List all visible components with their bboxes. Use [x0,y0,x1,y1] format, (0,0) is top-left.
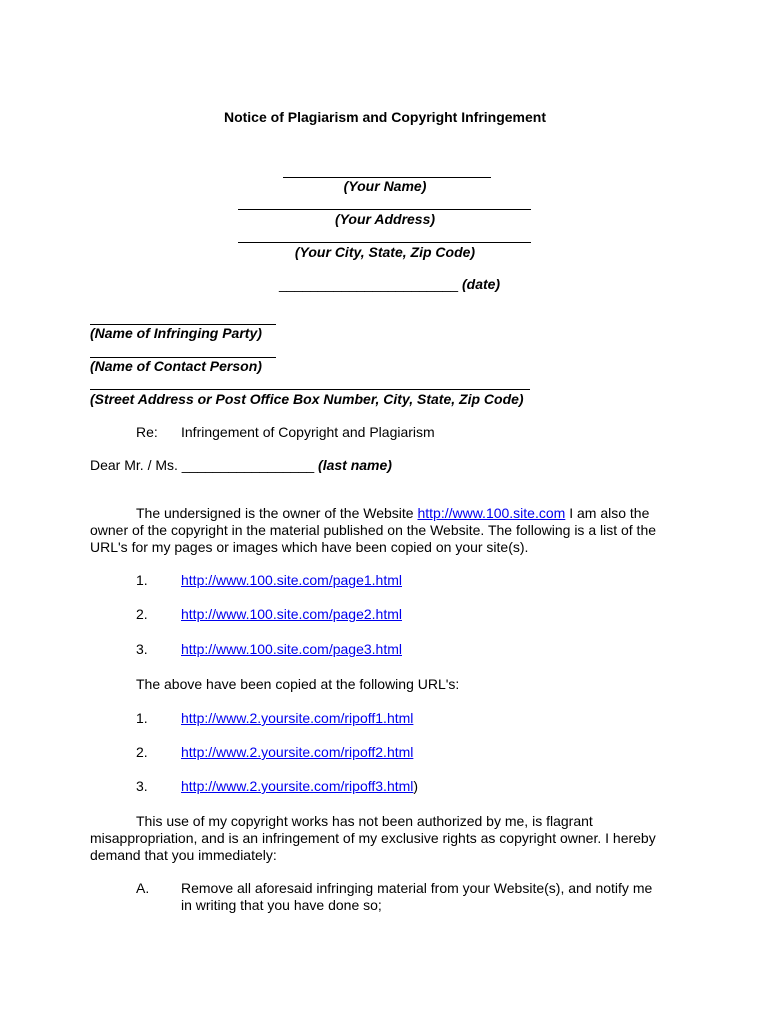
date-line [279,276,500,293]
copied-url-link[interactable]: http://www.2.yoursite.com/ripoff1.html [181,710,414,726]
document-title: Notice of Plagiarism and Copyright Infringement [223,109,547,125]
copied-url-link[interactable]: http://www.2.yoursite.com/ripoff2.html [181,744,414,760]
date-blank: _______________________ [279,276,459,292]
owned-url-number: 3. [136,641,148,657]
street-address-label: (Street Address or Post Office Box Number, City, State, Zip Code) [90,391,524,407]
demand-text: Remove all aforesaid infringing material from your Website(s), and notify me in writing that you have done so; [181,880,653,913]
website-link[interactable]: http://www.100.site.com [417,505,566,521]
last-name-label: (last name) [318,457,392,473]
owned-url-number: 1. [136,572,148,588]
owned-url-link[interactable]: http://www.100.site.com/page2.html [181,606,402,622]
re-subject: Infringement of Copyright and Plagiarism [181,424,435,440]
copied-url-suffix: ) [413,778,419,794]
owned-url-link[interactable]: http://www.100.site.com/page3.html [181,641,402,657]
re-prefix: Re: [136,424,158,440]
street-address-line [90,389,530,390]
copied-url-number: 3. [136,778,148,794]
owned-url-link[interactable]: http://www.100.site.com/page1.html [181,572,402,588]
copied-url-link[interactable]: http://www.2.yoursite.com/ripoff3.html [181,778,414,794]
demand-letter: A. [136,880,150,896]
intro-text-before: The undersigned is the owner of the Website [136,505,418,521]
copied-url-row [181,744,413,761]
your-city-line [238,242,531,243]
your-address-line [238,209,531,210]
intro-paragraph [90,505,662,556]
copied-url-row [181,778,418,795]
copied-url-number: 1. [136,710,148,726]
date-label: (date) [461,276,501,292]
copied-url-number: 2. [136,744,148,760]
copied-url-row [181,710,413,727]
your-address-label: (Your Address) [334,211,436,227]
copied-intro: The above have been copied at the following URL's: [136,676,460,692]
owned-url-number: 2. [136,606,148,622]
infringing-party-label: (Name of Infringing Party) [90,325,262,341]
your-name-label: (Your Name) [343,178,427,194]
salutation-text: Dear Mr. / Ms. _________________ [90,457,315,473]
your-city-label: (Your City, State, Zip Code) [294,244,476,260]
salutation [90,457,392,474]
demand-paragraph: This use of my copyright works has not been authorized by me, is flagrant misappropriation, and is an infringement of my exclusive rights as copyright owner. I hereby demand that you immediately: [90,813,656,863]
contact-person-label: (Name of Contact Person) [90,358,262,374]
intro-text-after: I am also the owner of the copyright in the material published on the Website. The following is a list of the URL's for my pages or images which have been copied on your site(s). [90,505,657,555]
